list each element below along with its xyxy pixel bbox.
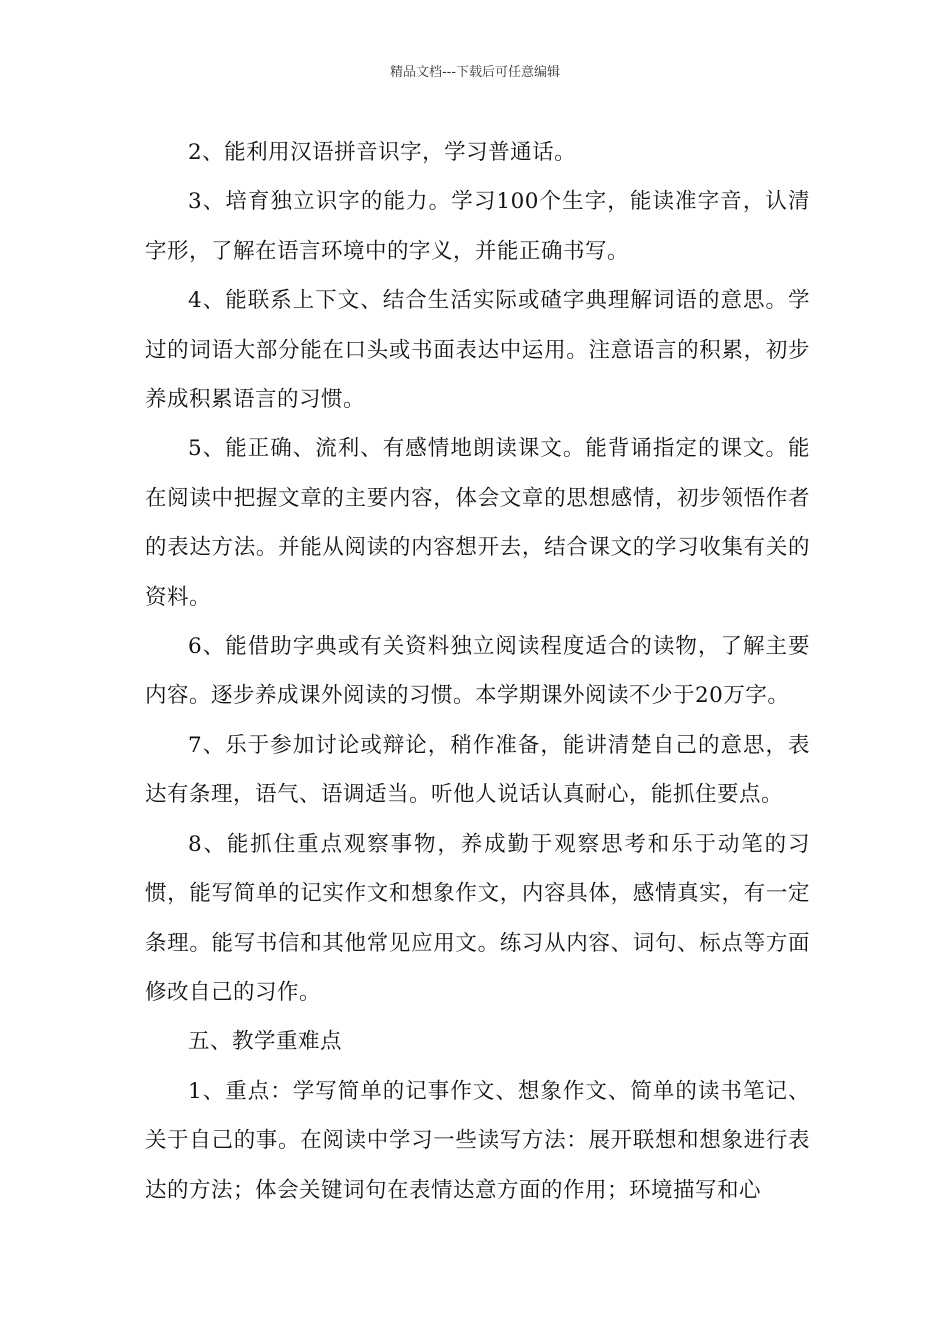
paragraph-goal-8: 8、能抓住重点观察事物，养成勤于观察思考和乐于动笔的习惯，能写简单的记实作文和想象作文，内容具体，感情真实，有一定条理。能写书信和其他常见应用文。练习从内容、词句、标点等方面修改自己的习作。	[145, 831, 810, 1005]
paragraph-goal-5: 5、能正确、流利、有感情地朗读课文。能背诵指定的课文。能在阅读中把握文章的主要内容，体会文章的思想感情，初步领悟作者的表达方法。并能从阅读的内容想开去，结合课文的学习收集有关的资料。	[145, 436, 810, 610]
paragraph-goal-4: 4、能联系上下文、结合生活实际或碴字典理解词语的意思。学过的词语大部分能在口头或书面表达中运用。注意语言的积累，初步养成积累语言的习惯。	[145, 288, 810, 413]
document-body	[145, 128, 810, 1215]
paragraph-goal-6: 6、能借助字典或有关资料独立阅读程度适合的读物，了解主要内容。逐步养成课外阅读的习惯。本学期课外阅读不少于20万字。	[145, 634, 810, 709]
section-heading: 五、教学重难点	[188, 1029, 343, 1055]
page-header: 精品文档---下载后可任意编辑	[389, 65, 561, 80]
paragraph-goal-2: 2、能利用汉语拼音识字，学习普通话。	[188, 140, 577, 165]
paragraph-goal-3: 3、培育独立识字的能力。学习100个生字，能读准字音，认清字形，了解在语言环境中的字义，并能正确书写。	[145, 189, 810, 264]
paragraph-goal-7: 7、乐于参加讨论或辩论，稍作准备，能讲清楚自己的意思，表达有条理，语气、语调适当。听他人说话认真耐心，能抓住要点。	[145, 732, 810, 808]
paragraph-key-point-1: 1、重点：学写简单的记事作文、想象作文、简单的读书笔记、关于自己的事。在阅读中学习一些读写方法：展开联想和想象进行表达的方法；体会关键词句在表情达意方面的作用；环境描写和心	[145, 1078, 810, 1203]
